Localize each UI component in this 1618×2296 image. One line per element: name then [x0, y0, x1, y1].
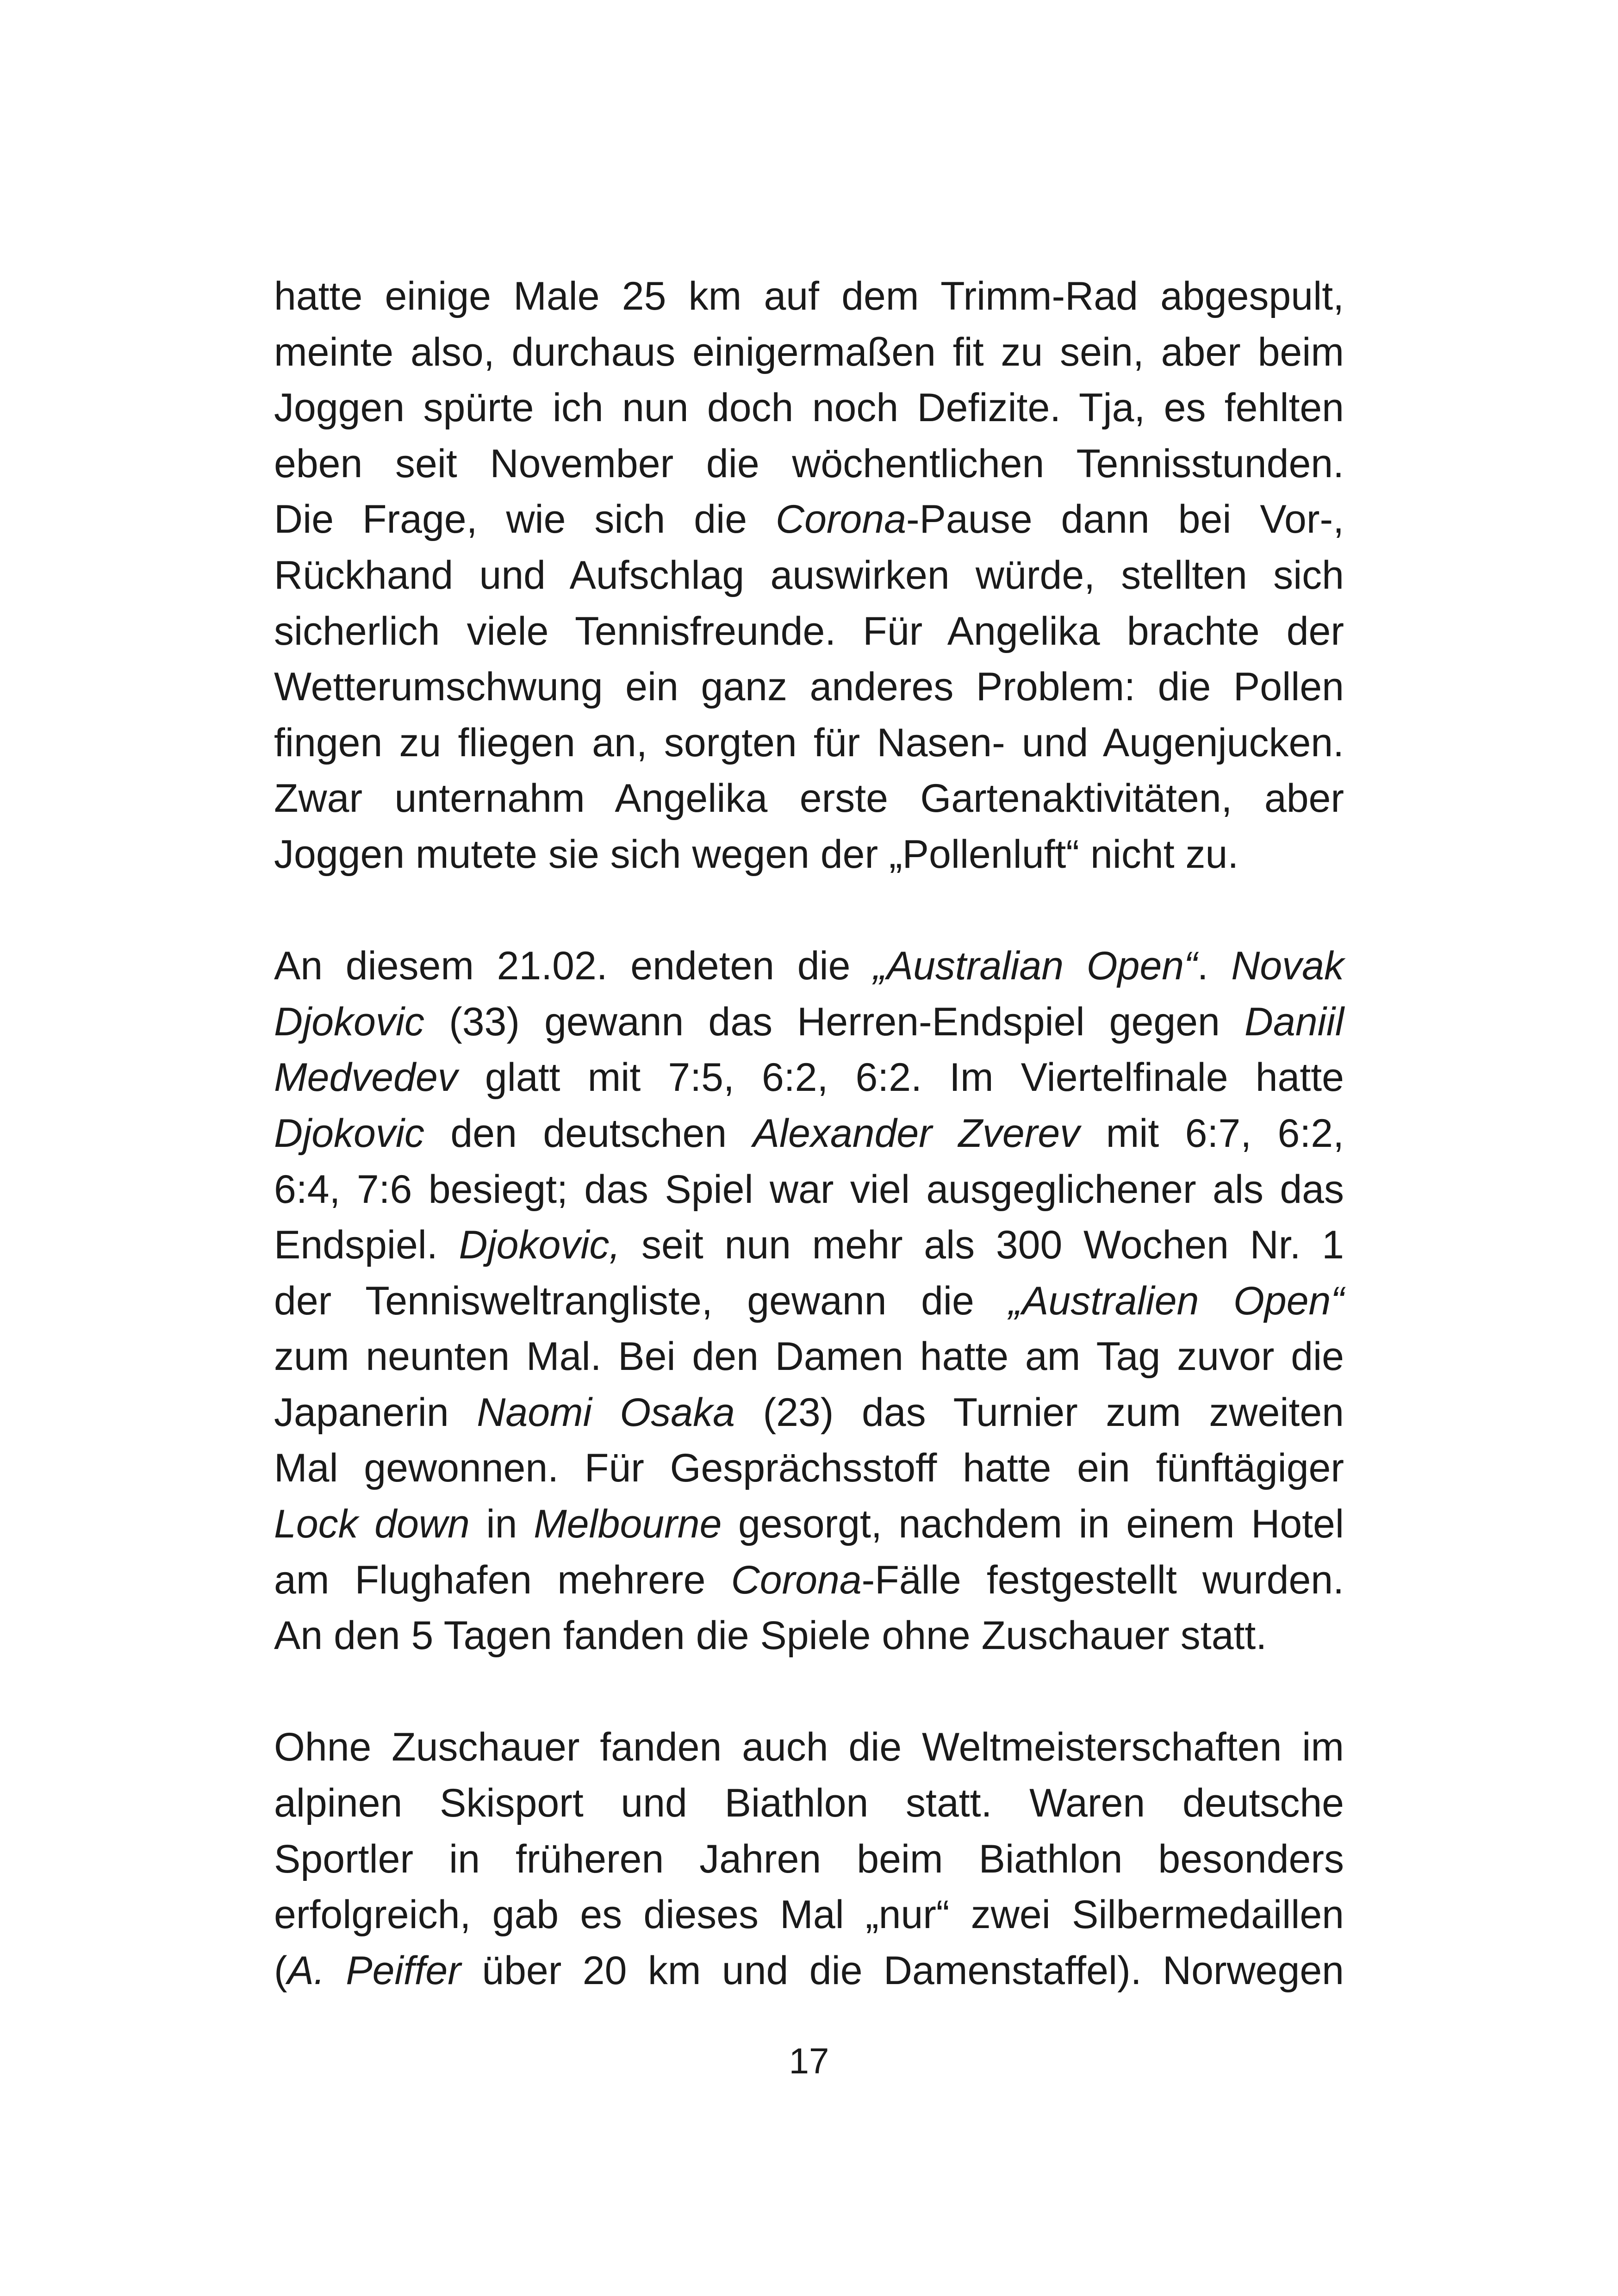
text-line — [274, 1162, 1344, 1218]
text-line — [274, 324, 1344, 380]
italic-text: Djokovic — [274, 1111, 424, 1156]
italic-text: Corona — [775, 497, 907, 542]
text-segment: Rückhand und Aufschlag auswirken würde, stellten sich — [274, 553, 1344, 597]
paragraph — [274, 1719, 1344, 1998]
text-segment: sicherlich viele Tennisfreunde. Für Angelika brachte der — [274, 609, 1344, 653]
text-line — [274, 1106, 1344, 1162]
text-segment: Endspiel. — [274, 1223, 459, 1268]
text-segment: An diesem 21.02. endeten die — [274, 944, 874, 989]
italic-text: Daniil — [1244, 999, 1344, 1044]
text-segment: fingen zu fliegen an, sorgten für Nasen- und Augenjucken. — [274, 720, 1344, 765]
paragraph — [274, 268, 1344, 883]
italic-text: „Australien Open“ — [1008, 1278, 1344, 1323]
text-line — [274, 1050, 1344, 1106]
text-line — [274, 1440, 1344, 1496]
text-segment: Joggen mutete sie sich wegen der „Pollenluft“ nicht zu. — [274, 832, 1239, 877]
text-segment: -Pause dann bei Vor-, — [906, 497, 1344, 542]
text-segment: 6:4, 7:6 besiegt; das Spiel war viel ausgeglichener als das — [274, 1167, 1344, 1212]
italic-text: Lock down — [274, 1502, 470, 1547]
text-segment: An den 5 Tagen fanden die Spiele ohne Zuschauer statt. — [274, 1613, 1267, 1658]
text-line — [274, 268, 1344, 324]
italic-text: Medvedev — [274, 1055, 458, 1100]
text-line — [274, 548, 1344, 604]
text-line — [274, 938, 1344, 994]
text-segment: erfolgreich, gab es dieses Mal „nur“ zwei Silbermedaillen — [274, 1892, 1344, 1937]
text-line — [274, 492, 1344, 548]
text-line — [274, 1719, 1344, 1775]
text-segment: über 20 km und die Damenstaffel). Norwegen — [461, 1948, 1344, 1993]
page-number: 17 — [789, 2041, 829, 2081]
text-line — [274, 1943, 1344, 1999]
text-line — [274, 1831, 1344, 1887]
text-segment: Wetterumschwung ein ganz anderes Problem: die Pollen — [274, 665, 1344, 709]
text-line — [274, 1608, 1344, 1664]
text-line — [274, 994, 1344, 1050]
text-segment: Zwar unternahm Angelika erste Gartenaktivitäten, aber — [274, 776, 1344, 821]
text-line — [274, 1552, 1344, 1608]
italic-text: A. Peiffer — [287, 1948, 461, 1993]
italic-text: Naomi Osaka — [477, 1390, 735, 1435]
text-line — [274, 1775, 1344, 1831]
text-line — [274, 436, 1344, 492]
text-segment: meinte also, durchaus einigermaßen fit zu sein, aber beim — [274, 330, 1344, 374]
text-segment: hatte einige Male 25 km auf dem Trimm-Rad abgespult, — [274, 274, 1344, 318]
text-line — [274, 827, 1344, 883]
text-line — [274, 659, 1344, 715]
text-segment: Japanerin — [274, 1390, 477, 1435]
text-segment: (33) gewann das Herren-Endspiel gegen — [424, 999, 1245, 1044]
text-line — [274, 1496, 1344, 1552]
text-line — [274, 1273, 1344, 1329]
text-segment: den deutschen — [424, 1111, 753, 1156]
text-segment: Ohne Zuschauer fanden auch die Weltmeisterschaften im — [274, 1725, 1344, 1770]
italic-text: Alexander Zverev — [753, 1111, 1080, 1156]
text-segment: mit 6:7, 6:2, — [1080, 1111, 1344, 1156]
text-segment: gesorgt, nachdem in einem Hotel — [722, 1502, 1344, 1547]
text-segment: seit nun mehr als 300 Wochen Nr. 1 — [620, 1223, 1344, 1268]
text-segment: glatt mit 7:5, 6:2, 6:2. Im Viertelfinale hatte — [457, 1055, 1344, 1100]
italic-text: Djokovic, — [459, 1223, 621, 1268]
text-segment: -Fälle festgestellt wurden. — [861, 1557, 1344, 1602]
text-segment: Sportler in früheren Jahren beim Biathlon besonders — [274, 1836, 1344, 1881]
italic-text: Novak — [1231, 944, 1344, 989]
text-line — [274, 604, 1344, 660]
text-segment: alpinen Skisport und Biathlon statt. Waren deutsche — [274, 1781, 1344, 1826]
italic-text: Djokovic — [274, 999, 424, 1044]
text-line — [274, 715, 1344, 771]
text-segment: ( — [274, 1948, 287, 1993]
body-text — [274, 268, 1344, 1998]
text-segment: der Tennisweltrangliste, gewann die — [274, 1278, 1009, 1323]
text-line — [274, 1887, 1344, 1943]
text-line — [274, 1385, 1344, 1441]
paragraph — [274, 938, 1344, 1664]
italic-text: „Australian Open“ — [873, 944, 1197, 989]
text-line — [274, 771, 1344, 827]
italic-text: Corona — [731, 1557, 862, 1602]
text-segment: (23) das Turnier zum zweiten — [734, 1390, 1344, 1435]
text-segment: . — [1197, 944, 1232, 989]
text-segment: am Flughafen mehrere — [274, 1557, 731, 1602]
text-segment: eben seit November die wöchentlichen Tennisstunden. — [274, 441, 1344, 486]
text-segment: Die Frage, wie sich die — [274, 497, 776, 542]
text-segment: Mal gewonnen. Für Gesprächsstoff hatte ein fünftägiger — [274, 1446, 1344, 1491]
text-line — [274, 380, 1344, 436]
text-line — [274, 1217, 1344, 1273]
text-segment: zum neunten Mal. Bei den Damen hatte am Tag zuvor die — [274, 1334, 1344, 1379]
text-segment: Joggen spürte ich nun doch noch Defizite. Tja, es fehlten — [274, 386, 1344, 430]
italic-text: Melbourne — [534, 1502, 722, 1547]
text-line — [274, 1329, 1344, 1385]
text-segment: in — [469, 1502, 534, 1547]
